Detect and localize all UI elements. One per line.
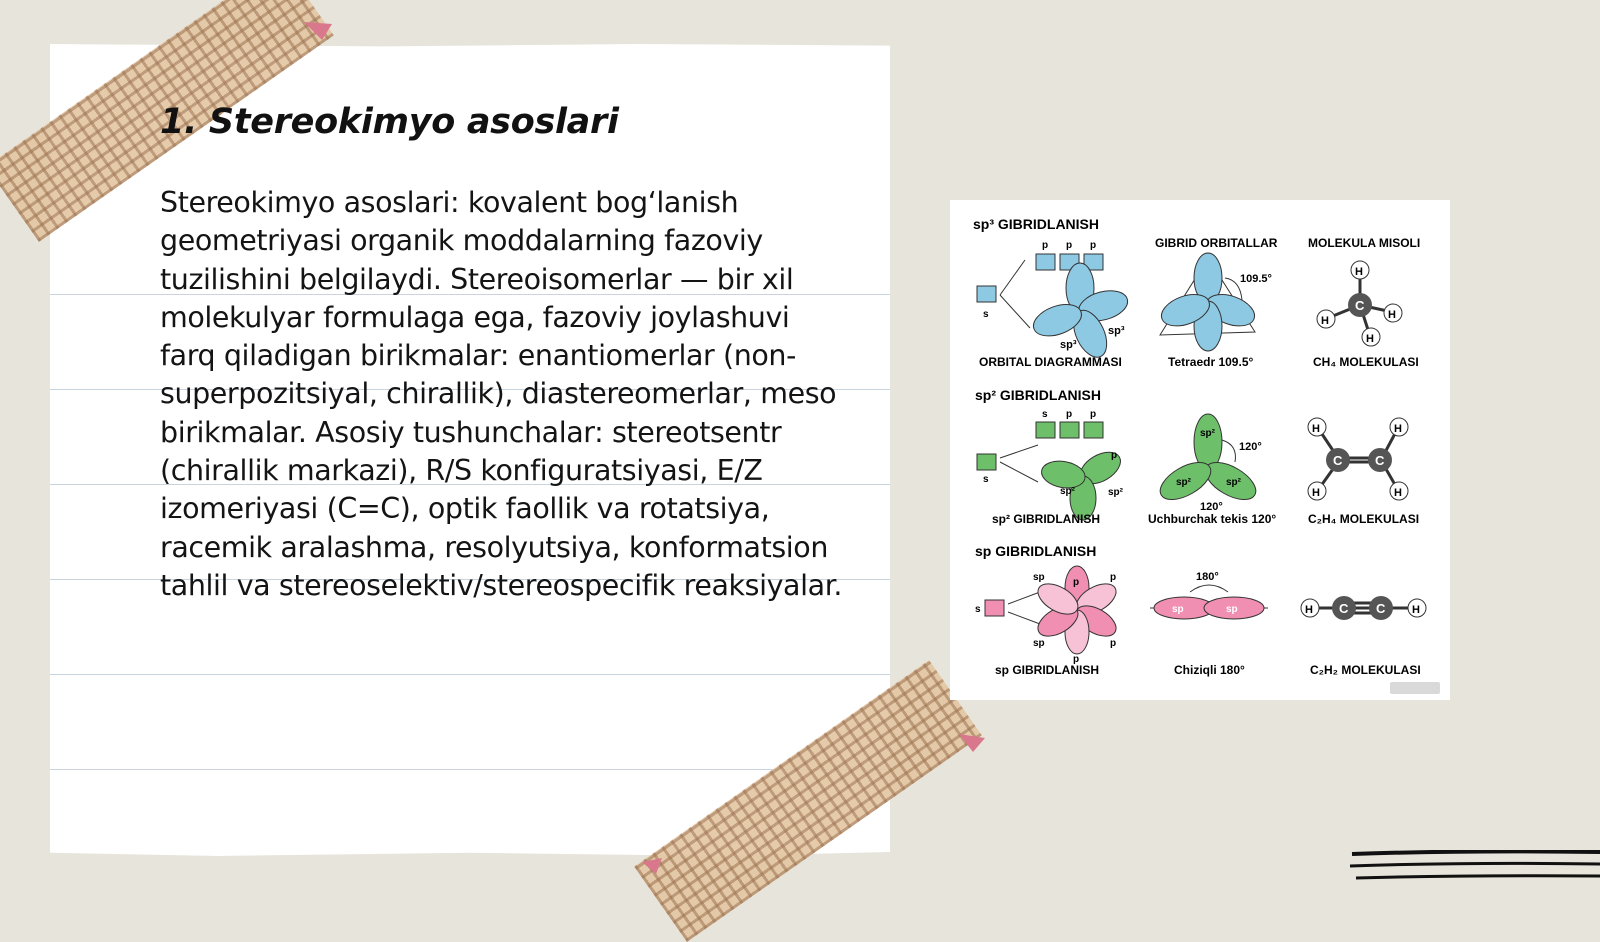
ruled-line: [50, 769, 890, 770]
svg-text:p: p: [1073, 654, 1080, 665]
tape-tip-bottom-left: [640, 856, 670, 878]
hybridization-diagram: [950, 200, 1450, 700]
svg-text:s: s: [975, 604, 981, 615]
linear-diagram: [1150, 571, 1268, 619]
svg-text:p: p: [1073, 577, 1080, 588]
svg-text:p: p: [1090, 240, 1097, 251]
svg-text:sp²: sp²: [1200, 428, 1215, 439]
caption-c2h4: C₂H₄ MOLEKULASI: [1308, 512, 1420, 526]
orbital-diagram-sp: [975, 566, 1121, 665]
decorative-brush-stripes: [1350, 850, 1600, 890]
svg-text:C: C: [1376, 601, 1386, 616]
row-heading-sp3: sp³ GIBRIDLANISH: [973, 216, 1099, 232]
svg-text:H: H: [1388, 309, 1396, 321]
svg-text:C: C: [1355, 298, 1365, 313]
svg-text:p: p: [1042, 240, 1049, 251]
caption-sp-orbitals: sp GIBRIDLANISH: [995, 663, 1100, 677]
svg-text:120°: 120°: [1200, 501, 1223, 513]
caption-orbital-diagram: ORBITAL DIAGRAMMASI: [979, 355, 1122, 369]
caption-c2h2: C₂H₂ MOLEKULASI: [1310, 663, 1421, 677]
svg-text:p: p: [1066, 240, 1073, 251]
svg-text:s: s: [983, 474, 989, 485]
slide-title: 1. Stereokimyo asoslari: [160, 102, 619, 142]
caption-ch4: CH₄ MOLEKULASI: [1313, 355, 1419, 369]
svg-text:sp: sp: [1033, 638, 1045, 649]
svg-text:109.5°: 109.5°: [1240, 273, 1272, 285]
svg-text:H: H: [1366, 333, 1374, 345]
row-heading-sp: sp GIBRIDLANISH: [975, 543, 1097, 559]
ch4-molecule: [1317, 261, 1402, 346]
row-heading-sp2: sp² GIBRIDLANISH: [975, 387, 1101, 403]
svg-text:s: s: [1042, 409, 1048, 420]
c2h4-molecule: [1308, 418, 1408, 500]
svg-text:H: H: [1394, 487, 1402, 499]
watermark-badge: [1390, 682, 1440, 694]
col-header-molecule-example: MOLEKULA MISOLI: [1308, 236, 1421, 250]
caption-tetrahedron: Tetraedr 109.5°: [1168, 355, 1254, 369]
svg-text:sp²: sp²: [1108, 487, 1123, 498]
svg-text:H: H: [1321, 315, 1329, 327]
orbital-diagram-sp2: [977, 409, 1126, 520]
trigonal-planar-diagram: [1154, 414, 1262, 513]
caption-linear: Chiziqli 180°: [1174, 663, 1245, 677]
svg-text:H: H: [1412, 604, 1420, 616]
svg-text:C: C: [1375, 453, 1385, 468]
svg-text:sp²: sp²: [1226, 477, 1241, 488]
slide-body-text: Stereokimyo asoslari: kovalent bog‘lanish geometriyasi organik moddalarning fazoviy tuzilishini belgilaydi. Stereoisomerlar — bir xil molekulyar formulaga ega, fazoviy joylashuvi farq qiladigan birikmalar: enantiomerlar (non-superpozitsiyal, chirallik), diastereomerlar, meso birikmalar. Asosiy tushunchalar: stereotsentr (chirallik markazi), R/S konfiguratsiyasi, E/Z izomeriyasi (C=C), optik faollik va rotatsiya, racemik aralashma, resolyutsiya, konformatsion tahlil va stereoselektiv/stereospecifik reaksiyalar.: [160, 186, 843, 602]
svg-text:p: p: [1110, 638, 1117, 649]
ruled-line: [50, 674, 890, 675]
svg-text:s: s: [983, 309, 989, 320]
svg-text:sp: sp: [1226, 604, 1238, 615]
tetrahedron-diagram: [1157, 253, 1272, 351]
svg-text:sp²: sp²: [1176, 477, 1191, 488]
svg-text:sp³: sp³: [1060, 339, 1077, 351]
hybridization-figure: [950, 200, 1450, 700]
svg-text:H: H: [1312, 487, 1320, 499]
svg-text:120°: 120°: [1239, 441, 1262, 453]
svg-text:p: p: [1110, 572, 1117, 583]
orbital-diagram-sp3: [977, 240, 1131, 362]
tape-tip-bottom: [955, 730, 991, 756]
svg-text:H: H: [1394, 423, 1402, 435]
svg-text:180°: 180°: [1196, 571, 1219, 583]
c2h2-molecule: [1301, 596, 1426, 620]
svg-text:sp: sp: [1172, 604, 1184, 615]
svg-text:sp³: sp³: [1108, 325, 1125, 337]
svg-text:sp²: sp²: [1060, 486, 1075, 497]
svg-text:H: H: [1305, 604, 1313, 616]
caption-trigonal: Uchburchak tekis 120°: [1148, 512, 1277, 526]
svg-text:H: H: [1312, 423, 1320, 435]
caption-sp2-orbitals: sp² GIBRIDLANISH: [992, 512, 1100, 526]
tape-tip-top: [300, 18, 336, 44]
svg-text:C: C: [1333, 453, 1343, 468]
svg-text:p: p: [1090, 409, 1097, 420]
svg-text:p: p: [1066, 409, 1073, 420]
svg-text:sp: sp: [1033, 572, 1045, 583]
col-header-hybrid-orbitals: GIBRID ORBITALLAR: [1155, 236, 1278, 250]
svg-text:p: p: [1111, 450, 1118, 461]
svg-text:C: C: [1339, 601, 1349, 616]
svg-text:H: H: [1355, 266, 1363, 278]
